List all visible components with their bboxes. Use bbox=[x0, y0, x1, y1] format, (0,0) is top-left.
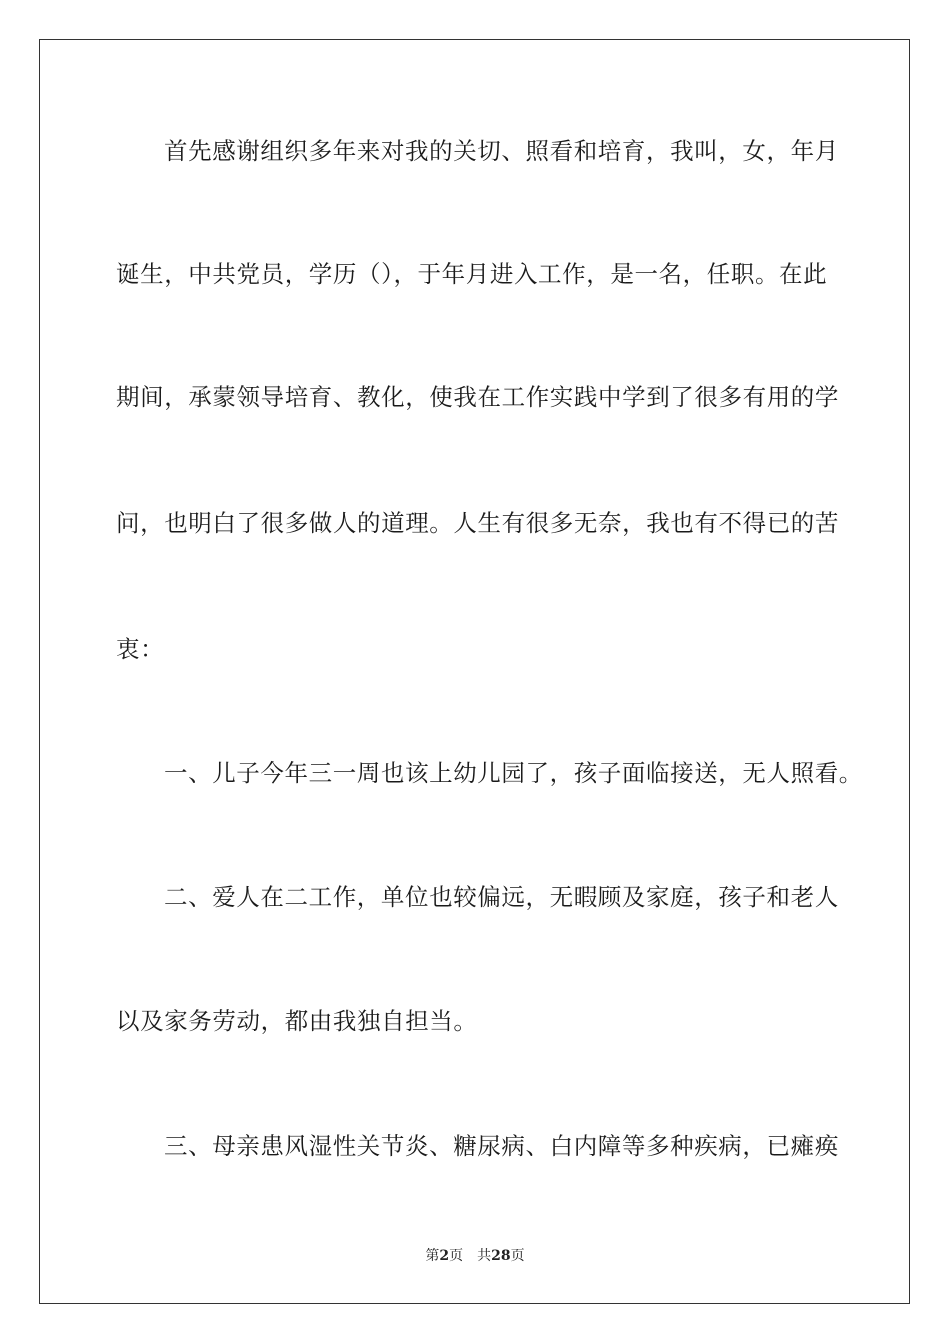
page-total: 共28页 bbox=[477, 1248, 525, 1264]
body-text-line: 衷： bbox=[116, 635, 165, 663]
body-text-line: 首先感谢组织多年来对我的关切、照看和培育，我叫，女，年月 bbox=[164, 137, 839, 165]
body-text-line: 二、爱人在二工作，单位也较偏远，无暇顾及家庭，孩子和老人 bbox=[164, 883, 839, 911]
body-text-line: 一、儿子今年三一周也该上幼儿园了，孩子面临接送，无人照看。 bbox=[164, 759, 863, 787]
body-text-line: 诞生，中共党员，学历（），于年月进入工作，是一名，任职。在此 bbox=[116, 260, 828, 288]
body-text-line: 以及家务劳动，都由我独自担当。 bbox=[116, 1007, 478, 1035]
body-text-line: 问，也明白了很多做人的道理。人生有很多无奈，我也有不得已的苦 bbox=[116, 509, 839, 537]
body-text-line: 三、母亲患风湿性关节炎、糖尿病、白内障等多种疾病，已瘫痪 bbox=[164, 1132, 839, 1160]
page-number: 第2页 bbox=[425, 1248, 464, 1264]
page-border bbox=[39, 39, 910, 1304]
body-text-line: 期间，承蒙领导培育、教化，使我在工作实践中学到了很多有用的学 bbox=[116, 383, 839, 411]
page-footer bbox=[0, 1247, 950, 1265]
